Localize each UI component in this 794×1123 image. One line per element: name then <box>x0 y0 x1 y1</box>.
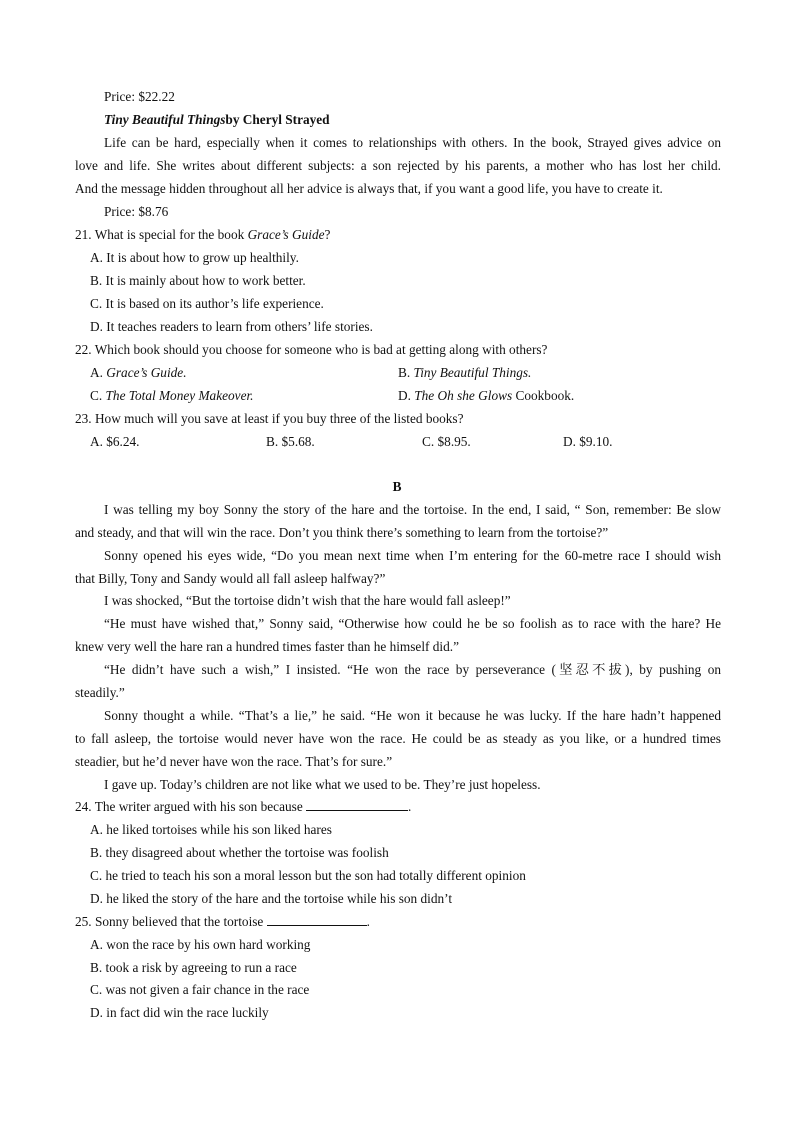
option-book-title: Grace’s Guide. <box>106 365 187 380</box>
question-stem <box>75 226 330 244</box>
question-stem-end: ? <box>324 227 331 242</box>
question-stem-end: . <box>408 799 412 814</box>
answer-option: A. $6.24. <box>90 434 140 449</box>
answer-option: B. they disagreed about whether the tortoise was foolish <box>90 845 389 860</box>
passage-line: “He didn’t have such a wish,” I insisted. “He won the race by perseverance (坚忍不拔), by pushing on <box>104 662 721 677</box>
answer-option: D. $9.10. <box>563 434 613 449</box>
answer-option: D. he liked the story of the hare and the tortoise while his son didn’t <box>90 891 453 906</box>
passage-line: knew very well the hare ran a hundred times faster than he himself did.” <box>75 639 459 654</box>
question-stem <box>75 798 411 816</box>
answer-option: A. It is about how to grow up healthily. <box>90 250 299 265</box>
question-stem-text: 24. The writer argued with his son because <box>75 799 303 814</box>
passage-line: and steady, and that will win the race. Don’t you think there’s something to learn from the tortoise?” <box>75 525 609 540</box>
passage-line: that Billy, Tony and Sandy would all fall asleep halfway?” <box>75 571 386 586</box>
answer-option: C. It is based on its author’s life experience. <box>90 296 324 311</box>
question-stem-text: 21. What is special for the book <box>75 227 248 242</box>
passage-line: I was telling my boy Sonny the story of the hare and the tortoise. In the end, I said, “ Son, remember: Be slow <box>104 502 721 517</box>
question-stem-end: . <box>366 914 370 929</box>
book-author: by Cheryl Strayed <box>225 112 330 127</box>
question-stem <box>75 913 370 931</box>
price-line: Price: $22.22 <box>104 89 175 104</box>
passage-line: Sonny thought a while. “That’s a lie,” he said. “He won it because he was lucky. If the hare hadn’t happened <box>104 708 721 723</box>
book-description-line: love and life. She writes about different subjects: a son rejected by his parents, a mother who has lost her child. <box>75 158 721 173</box>
answer-option: B. It is mainly about how to work better. <box>90 273 306 288</box>
answer-option <box>398 387 574 405</box>
book-description-line: And the message hidden throughout all her advice is always that, if you want a good life, you have to create it. <box>75 181 663 196</box>
question-stem-book: Grace’s Guide <box>247 227 325 242</box>
answer-option: C. $8.95. <box>422 434 471 449</box>
passage-line: I gave up. Today’s children are not like what we used to be. They’re just hopeless. <box>104 777 541 792</box>
answer-option: A. he liked tortoises while his son liked hares <box>90 822 332 837</box>
book-description-line: Life can be hard, especially when it comes to relationships with others. In the book, Strayed gives advice on <box>104 135 721 150</box>
passage-line: to fall asleep, the tortoise would never have won the race. He could be as steady as you like, or a hundred times <box>75 731 721 746</box>
answer-option: B. took a risk by agreeing to run a race <box>90 960 297 975</box>
answer-option: D. in fact did win the race luckily <box>90 1005 269 1020</box>
option-book-title: The Total Money Makeover. <box>105 388 254 403</box>
question-stem: 22. Which book should you choose for someone who is bad at getting along with others? <box>75 342 548 357</box>
option-letter: B. <box>398 365 411 380</box>
passage-line: steadier, but he’d never have won the race. That’s for sure.” <box>75 754 393 769</box>
question-stem: 23. How much will you save at least if you buy three of the listed books? <box>75 411 464 426</box>
answer-option <box>398 364 531 382</box>
passage-line: steadily.” <box>75 685 125 700</box>
section-heading: B <box>392 479 402 494</box>
option-book-title-tail: Cookbook. <box>512 388 575 403</box>
book-heading <box>104 111 330 129</box>
option-letter: C. <box>90 388 103 403</box>
price-line: Price: $8.76 <box>104 204 169 219</box>
answer-option: C. was not given a fair chance in the race <box>90 982 310 997</box>
option-book-title: Tiny Beautiful Things. <box>413 365 532 380</box>
option-letter: D. <box>398 388 411 403</box>
answer-option <box>90 387 254 405</box>
answer-option: C. he tried to teach his son a moral lesson but the son had totally different opinion <box>90 868 526 883</box>
answer-blank <box>267 913 367 926</box>
answer-option: A. won the race by his own hard working <box>90 937 311 952</box>
option-letter: A. <box>90 365 103 380</box>
answer-option: B. $5.68. <box>266 434 315 449</box>
answer-option <box>90 364 187 382</box>
book-title: Tiny Beautiful Things <box>104 112 226 127</box>
option-book-title: The Oh she Glows <box>414 388 513 403</box>
answer-option: D. It teaches readers to learn from others’ life stories. <box>90 319 373 334</box>
passage-line: “He must have wished that,” Sonny said, “Otherwise how could he be so foolish as to race with the hare? He <box>104 616 721 631</box>
passage-line: Sonny opened his eyes wide, “Do you mean next time when I’m entering for the 60-metre race I should wish <box>104 548 721 563</box>
answer-blank <box>306 798 408 811</box>
question-stem-text: 25. Sonny believed that the tortoise <box>75 914 264 929</box>
passage-line: I was shocked, “But the tortoise didn’t wish that the hare would fall asleep!” <box>104 593 511 608</box>
